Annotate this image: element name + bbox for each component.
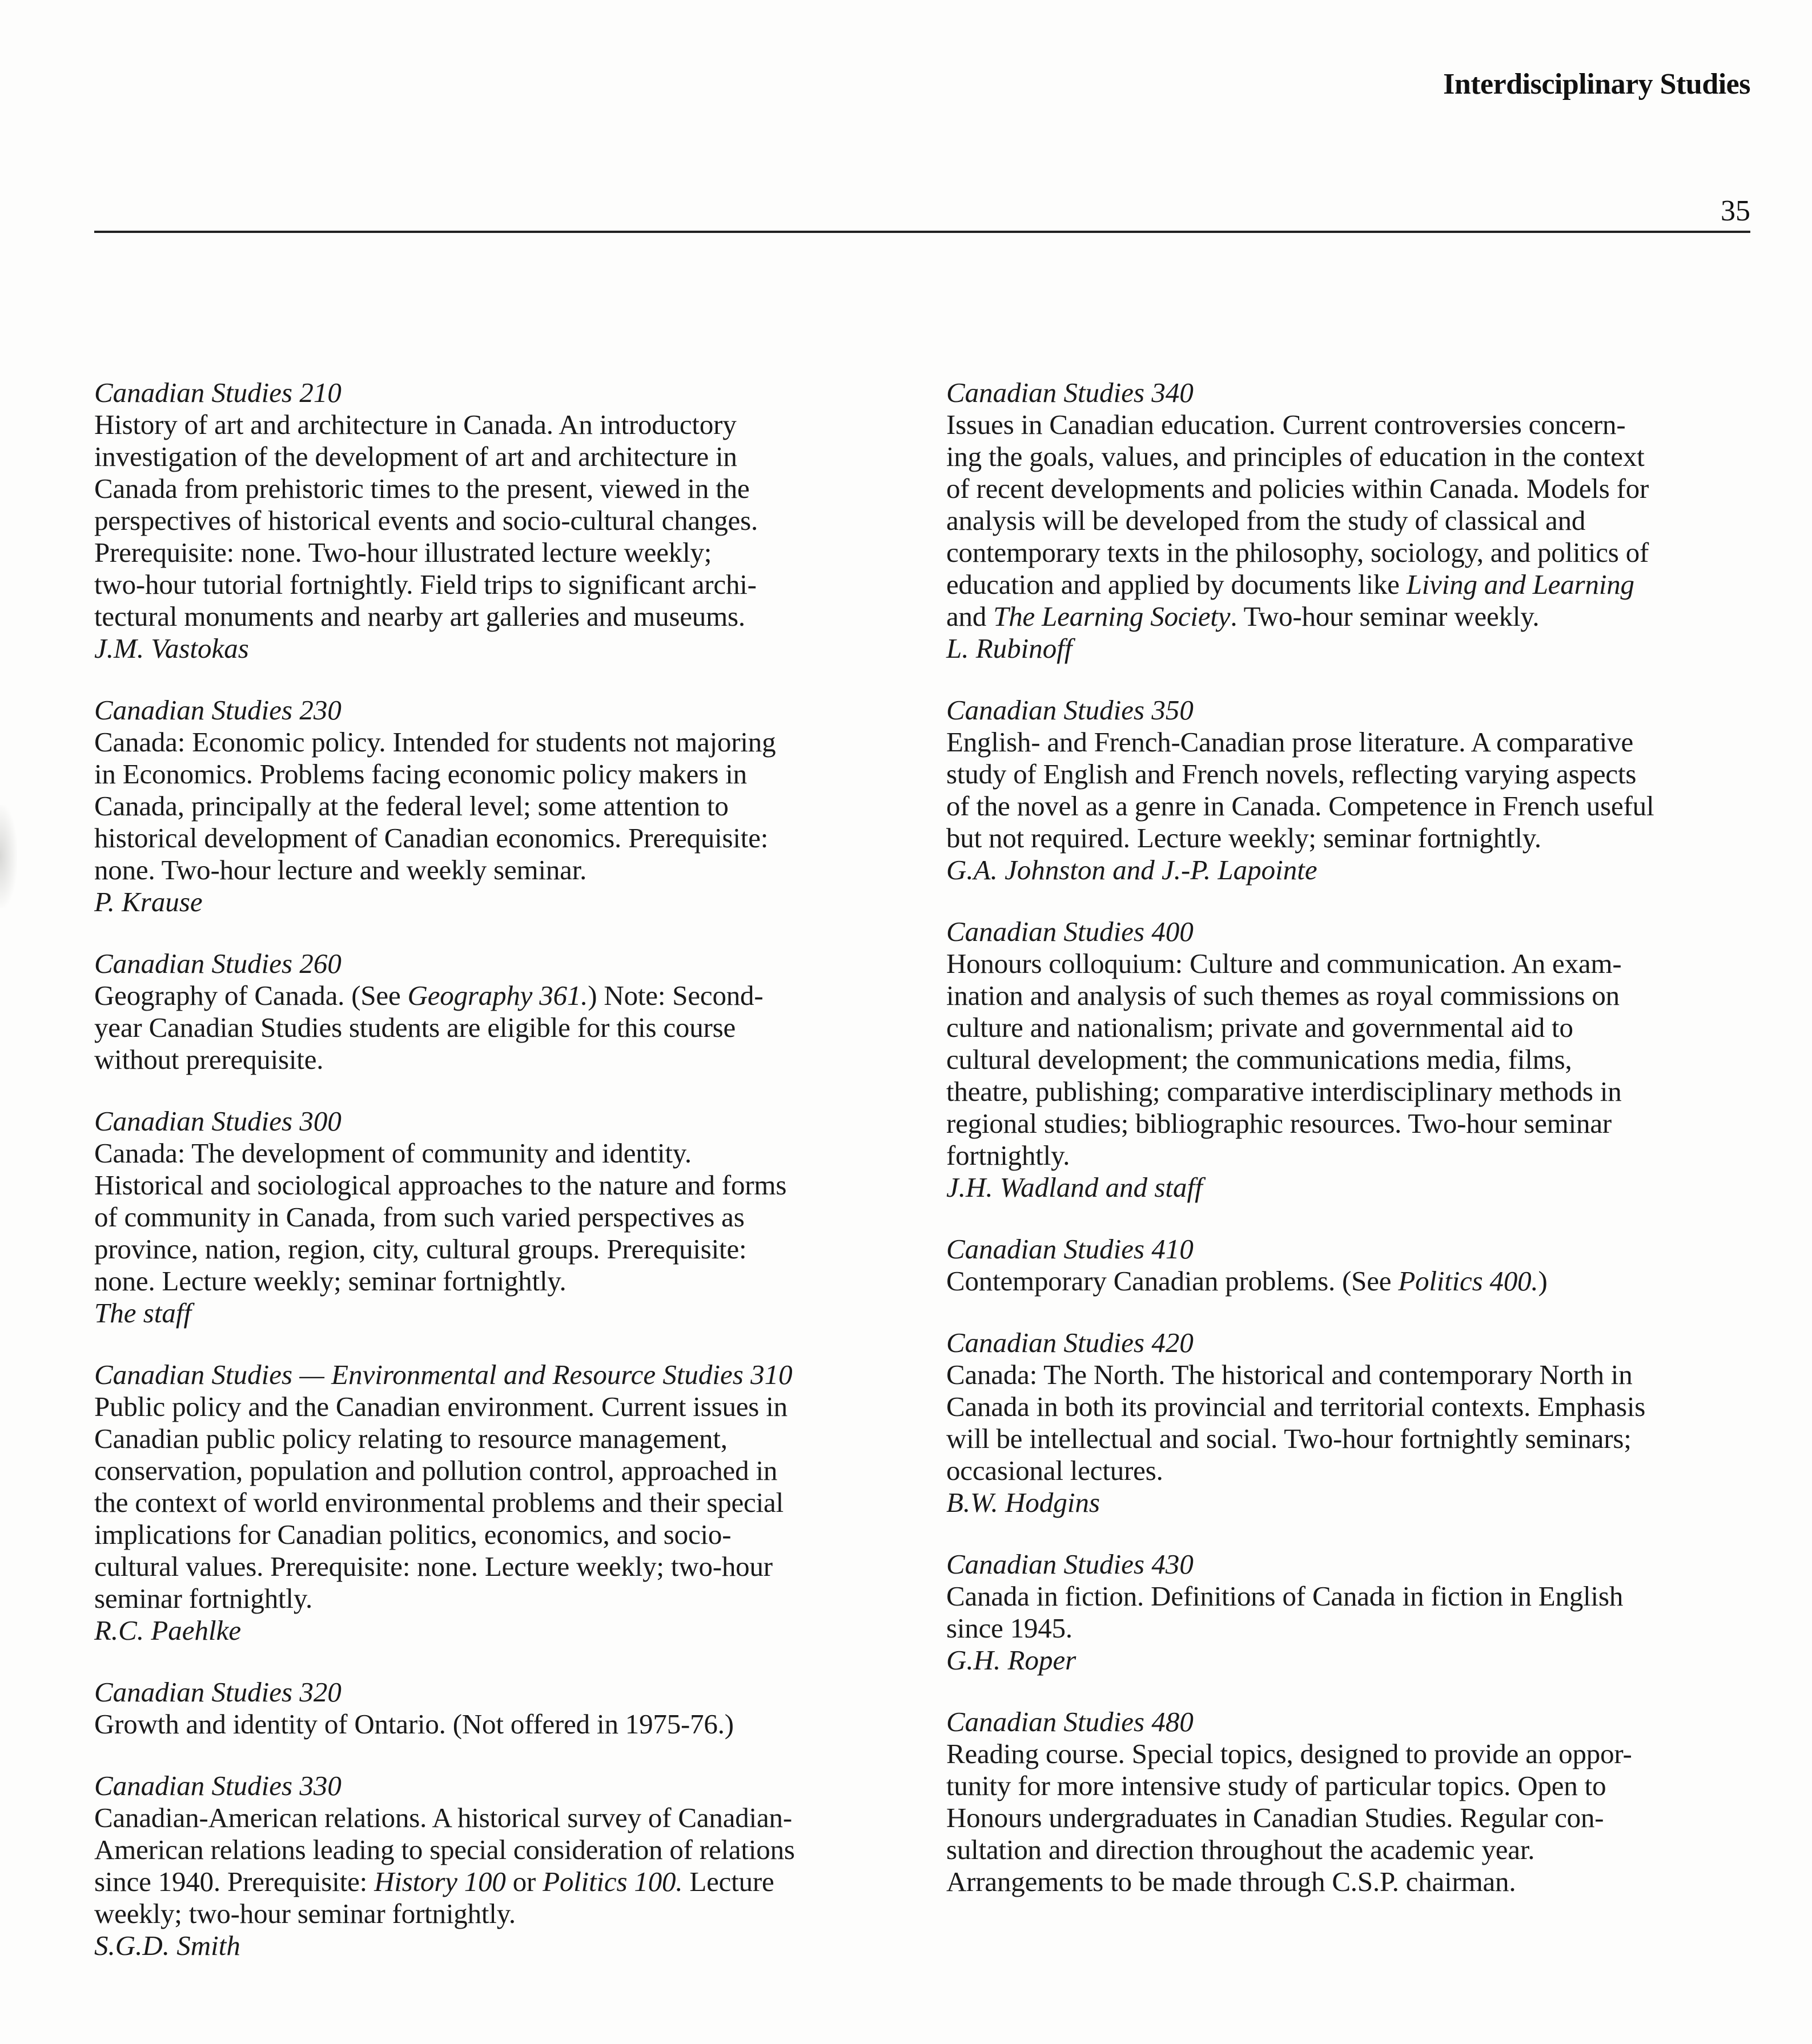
course-description [946,409,1740,633]
course-instructor: G.A. Johnston and J.-P. Lapointe [946,854,1317,886]
description-text: ) Note: Second- year Canadian Studies students are eligible for this course without prerequisite. [94,980,764,1075]
course-instructor: L. Rubinoff [946,633,1072,664]
course-description [946,948,1740,1172]
course-title: Canadian Studies 300 [94,1105,341,1137]
course-instructor: J.M. Vastokas [94,633,249,664]
course-entry [94,1105,888,1329]
description-text: Contemporary Canadian problems. (See [946,1265,1399,1297]
description-text: Canada: The North. The historical and contemporary North in Canada in both its provincial and territorial contexts. Emphasis will be intellectual and social. Two-hour fortnightly seminars; occasional lectures. [946,1359,1646,1486]
course-instructor: S.G.D. Smith [94,1930,240,1961]
course-title: Canadian Studies 410 [946,1233,1194,1265]
course-title: Canadian Studies 400 [946,916,1194,947]
description-text: Public policy and the Canadian environment. Current issues in Canadian public policy relating to resource management, conservation, population and pollution control, approached in the context of world environmental problems and their special implications for Canadian politics, economics, and socio- cultural values. Prerequisite: none. Lecture weekly; two-hour seminar fortnightly. [94,1391,788,1614]
course-description [94,980,888,1076]
course-title: Canadian Studies 340 [946,377,1194,408]
course-description [94,1802,888,1930]
course-entry [946,694,1740,886]
course-entry [94,948,888,1076]
course-title: Canadian Studies 350 [946,694,1194,726]
course-entry [94,377,888,665]
section-title: Interdisciplinary Studies [1443,68,1750,100]
description-text: Canada: Economic policy. Intended for students not majoring in Economics. Problems facing economic policy makers in Canada, principally at the federal level; some attention to historical development of Canadian economics. Prerequisite: none. Two-hour lecture and weekly seminar. [94,726,776,886]
course-instructor: G.H. Roper [946,1644,1076,1676]
course-title: Canadian Studies 210 [94,377,341,408]
description-text: ) [1538,1265,1548,1297]
description-text: Growth and identity of Ontario. (Not offered in 1975-76.) [94,1708,734,1740]
course-entry [94,1359,888,1647]
course-entry [94,1770,888,1962]
course-instructor: P. Krause [94,886,203,918]
course-entry [946,1706,1740,1898]
page-number: 35 [1721,195,1750,227]
course-title: Canadian Studies 420 [946,1327,1194,1358]
course-instructor: B.W. Hodgins [946,1487,1100,1518]
description-text: or [505,1866,543,1897]
description-text: English- and French-Canadian prose literature. A comparative study of English and French novels, reflecting varying aspects of the novel as a genre in Canada. Competence in French useful but not required. Lecture weekly; seminar fortnightly. [946,726,1654,854]
description-text: Lecture weekly; two-hour seminar fortnightly. [94,1866,774,1929]
scan-edge-shadow [0,805,17,908]
course-entry [94,1676,888,1740]
course-title: Canadian Studies 230 [94,694,341,726]
description-text: and [946,601,987,632]
course-description [94,409,888,633]
course-description [946,1580,1740,1644]
course-title: Canadian Studies — Environmental and Resource Studies 310 [94,1359,793,1390]
description-text: Honours colloquium: Culture and communication. An exam- ination and analysis of such themes as royal commissions on culture and nationalism; private and governmental aid to cultural development; the communications media, films, theatre, publishing; comparative interdisciplinary methods in regional studies; bibliographic resources. Two-hour seminar fortnightly. [946,948,1622,1171]
description-text: Geography of Canada. (See [94,980,408,1011]
description-text: Reading course. Special topics, designed to provide an oppor- tunity for more intensive study of particular topics. Open to Honours undergraduates in Canadian Studies. Regular con- sultation and direction throughout the academic year. Arrangements to be made through C.S.P. chairman. [946,1738,1632,1897]
header-rule [94,231,1750,233]
course-instructor: The staff [94,1297,192,1329]
description-text: . Two-hour seminar weekly. [1230,601,1540,632]
course-description [946,1265,1740,1297]
description-text: Canadian-American relations. A historical survey of Canadian- American relations leading to special consideration of relations since 1940. Prerequisite: [94,1802,795,1897]
course-entry [946,916,1740,1204]
description-text: History of art and architecture in Canada. An introductory investigation of the development of art and architecture in Canada from prehistoric times to the present, viewed in the perspectives of historical events and socio-cultural changes. Prerequisite: none. Two-hour illustrated lecture weekly; two-hour tutorial fortnightly. Field trips to significant archi- tectural monuments and nearby art galleries and museums. [94,409,758,632]
description-text: Issues in Canadian education. Current controversies concern- ing the goals, values, and principles of education in the context of recent developments and policies within Canada. Models for analysis will be developed from the study of classical and contemporary texts in the philosophy, sociology, and politics of education and applied by documents like [946,409,1649,600]
course-reference: The Learning Society [993,601,1231,632]
left-column [94,377,888,1991]
course-description [94,1708,888,1740]
description-text: Canada: The development of community and identity. Historical and sociological approaches to the nature and forms of community in Canada, from such varied perspectives as province, nation, region, city, cultural groups. Prerequisite: none. Lecture weekly; seminar fortnightly. [94,1137,787,1297]
course-description [94,1391,888,1615]
course-reference: Politics 400. [1398,1265,1538,1297]
course-reference: Politics 100. [543,1866,683,1897]
course-description [946,726,1740,854]
course-entry [946,1327,1740,1519]
course-reference: Living and Learning [1406,569,1634,600]
course-entry [946,1548,1740,1676]
course-reference: Geography 361. [407,980,588,1011]
course-instructor: J.H. Wadland and staff [946,1172,1203,1203]
description-text: Canada in fiction. Definitions of Canada in fiction in English since 1945. [946,1580,1624,1644]
course-title: Canadian Studies 330 [94,1770,341,1801]
course-instructor: R.C. Paehlke [94,1615,242,1646]
course-reference: History 100 [374,1866,506,1897]
course-description [946,1359,1740,1487]
course-entry [946,377,1740,665]
right-column [946,377,1740,1928]
course-description [94,1137,888,1297]
course-description [94,726,888,886]
course-title: Canadian Studies 430 [946,1548,1194,1580]
course-title: Canadian Studies 320 [94,1676,341,1708]
course-entry [946,1233,1740,1297]
course-description [946,1738,1740,1898]
course-title: Canadian Studies 260 [94,948,341,979]
course-title: Canadian Studies 480 [946,1706,1194,1737]
course-entry [94,694,888,918]
